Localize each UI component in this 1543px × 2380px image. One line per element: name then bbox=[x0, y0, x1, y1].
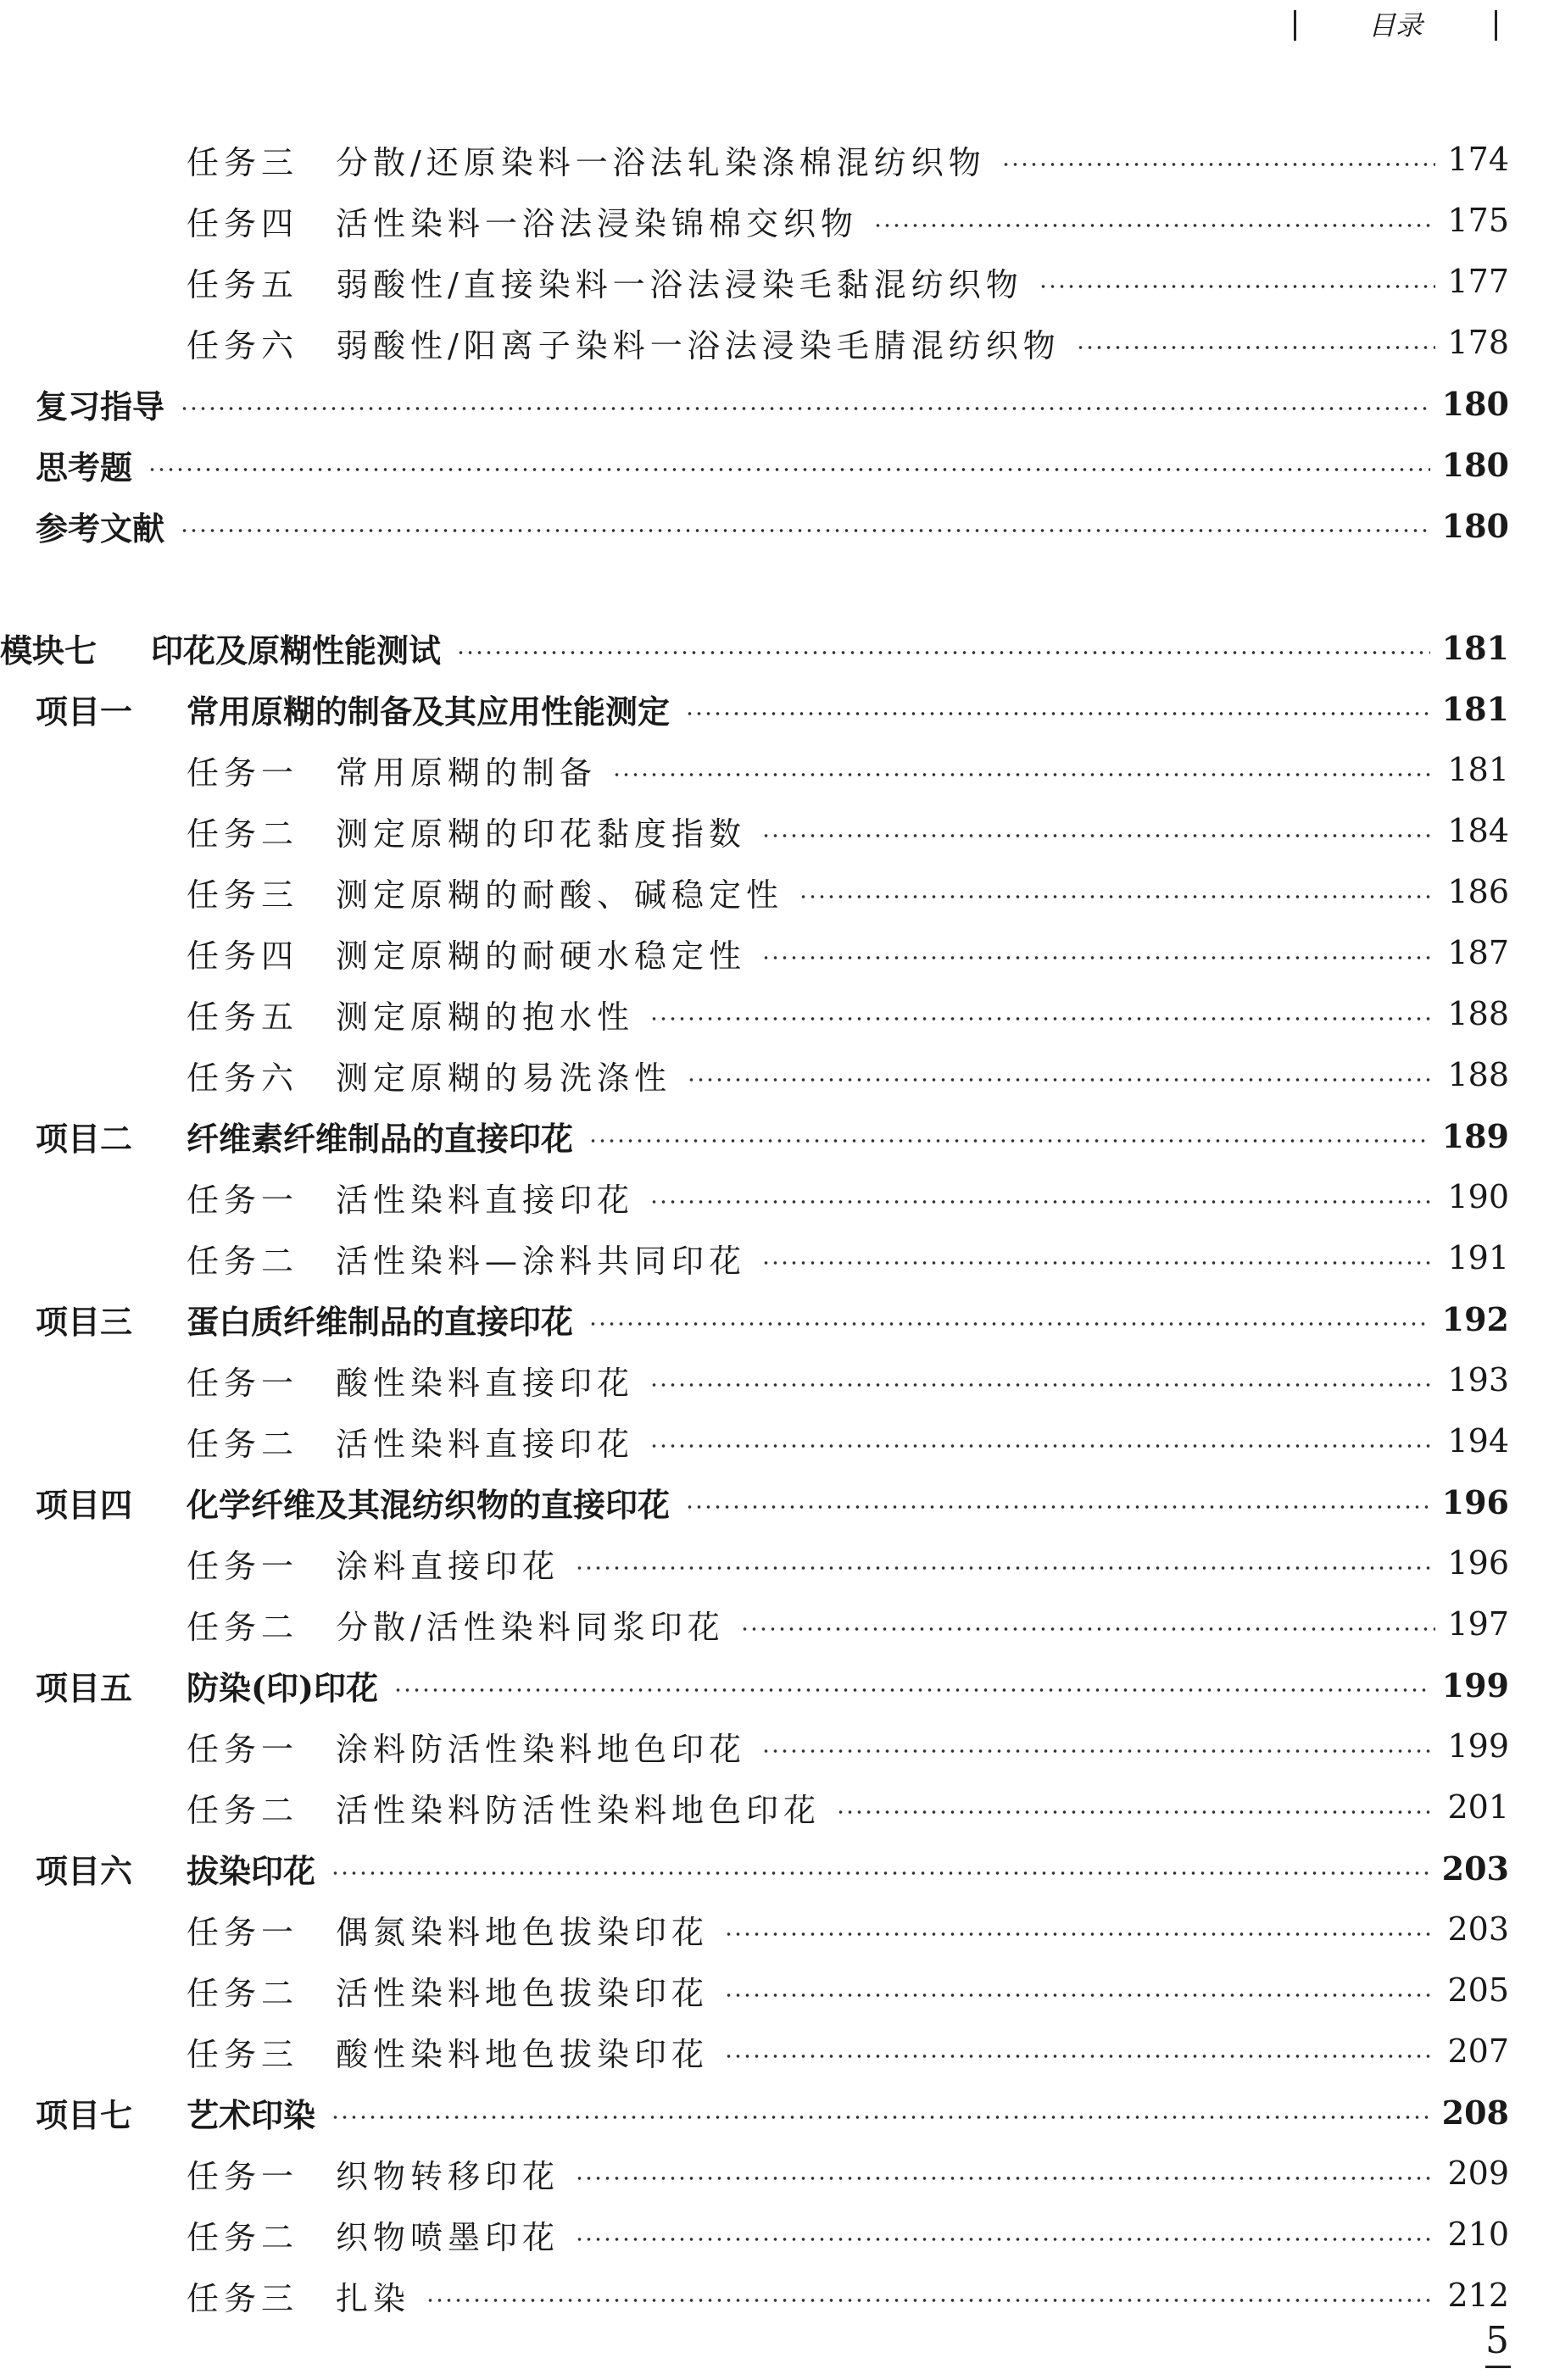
dot-leader bbox=[740, 1627, 1436, 1632]
toc-entry-proj[interactable] bbox=[0, 678, 1509, 739]
dot-leader bbox=[649, 1382, 1435, 1387]
toc-entry-page: 180 bbox=[1441, 506, 1509, 545]
toc-entry-page: 194 bbox=[1447, 1422, 1509, 1460]
toc-entry-proj[interactable] bbox=[0, 1654, 1509, 1715]
toc-entry-title: 蛋白质纤维制品的直接印花 bbox=[187, 1302, 574, 1341]
toc-entry-number: 项目五 bbox=[36, 1668, 133, 1707]
toc-entry-title: 活性染料直接印花 bbox=[336, 1181, 635, 1219]
dot-leader bbox=[331, 2115, 1430, 2120]
dot-leader bbox=[1001, 162, 1436, 167]
dot-leader bbox=[588, 1321, 1430, 1326]
dot-leader bbox=[724, 1932, 1435, 1937]
toc-entry-label bbox=[0, 625, 441, 671]
toc-entry-label bbox=[187, 2211, 560, 2258]
toc-entry-task[interactable] bbox=[0, 129, 1509, 190]
toc-entry-task[interactable] bbox=[0, 800, 1509, 861]
toc-entry-proj[interactable] bbox=[0, 1838, 1509, 1899]
toc-entry-number: 任务一 bbox=[187, 1730, 299, 1768]
toc-entry-proj[interactable] bbox=[0, 1105, 1509, 1166]
dot-leader bbox=[685, 711, 1430, 716]
toc-entry-task[interactable] bbox=[0, 2143, 1509, 2204]
dot-leader bbox=[761, 833, 1435, 838]
toc-entry-title: 思考题 bbox=[36, 448, 133, 487]
toc-entry-label bbox=[187, 869, 783, 915]
toc-entry-label bbox=[36, 1845, 315, 1892]
toc-entry-page: 186 bbox=[1447, 873, 1509, 910]
toc-entry-sec[interactable] bbox=[0, 373, 1509, 434]
toc-entry-title: 测定原糊的易洗涤性 bbox=[336, 1059, 672, 1097]
toc-entry-label bbox=[187, 1052, 671, 1098]
toc-entry-label bbox=[36, 381, 164, 427]
dot-leader bbox=[724, 1993, 1435, 1998]
dot-leader bbox=[761, 955, 1435, 960]
toc-entry-page: 181 bbox=[1441, 628, 1509, 667]
toc-entry-page: 188 bbox=[1447, 1056, 1509, 1093]
dot-leader bbox=[649, 1443, 1435, 1449]
toc-entry-label bbox=[36, 686, 670, 732]
toc-entry-label bbox=[36, 442, 132, 488]
toc-entry-label bbox=[36, 503, 164, 549]
toc-entry-page: 203 bbox=[1441, 1849, 1509, 1888]
toc-entry-number: 任务三 bbox=[187, 2279, 299, 2317]
toc-entry-number: 任务一 bbox=[187, 1913, 299, 1951]
toc-entry-title: 弱酸性/阳离子染料一浴法浸染毛腈混纺织物 bbox=[336, 326, 1061, 364]
toc-entry-page: 184 bbox=[1447, 812, 1509, 849]
toc-entry-title: 测定原糊的耐酸、碱稳定性 bbox=[336, 876, 784, 914]
toc-entry-label bbox=[187, 930, 746, 976]
toc-entry-task[interactable] bbox=[0, 1044, 1509, 1105]
toc-entry-label bbox=[187, 747, 597, 793]
toc-entry-label bbox=[187, 1906, 709, 1953]
toc-entry-page: 174 bbox=[1447, 141, 1509, 178]
header-right-rule bbox=[1495, 10, 1497, 41]
toc-entry-title: 活性染料防活性染料地色印花 bbox=[336, 1791, 822, 1829]
toc-entry-task[interactable] bbox=[0, 2021, 1509, 2082]
toc-entry-page: 181 bbox=[1447, 751, 1509, 788]
toc-entry-title: 拔染印花 bbox=[187, 1851, 316, 1890]
dot-leader bbox=[180, 528, 1430, 533]
toc-entry-task[interactable] bbox=[0, 739, 1509, 800]
dot-leader bbox=[1039, 284, 1436, 289]
toc-entry-page: 196 bbox=[1447, 1544, 1509, 1582]
toc-entry-number: 任务五 bbox=[187, 265, 299, 303]
toc-entry-page: 180 bbox=[1441, 384, 1509, 423]
toc-entry-task[interactable] bbox=[0, 1349, 1509, 1410]
toc-entry-label bbox=[187, 2028, 709, 2075]
toc-entry-page: 188 bbox=[1447, 995, 1509, 1032]
page-number-underline bbox=[1485, 2366, 1511, 2368]
toc-entry-page: 209 bbox=[1447, 2155, 1509, 2192]
page-number: 5 bbox=[1485, 2319, 1509, 2362]
toc-entry-title: 测定原糊的抱水性 bbox=[336, 998, 635, 1036]
toc-entry-label bbox=[187, 1235, 746, 1282]
toc-entry-title: 测定原糊的耐硬水稳定性 bbox=[336, 937, 747, 975]
dot-leader bbox=[761, 1749, 1435, 1754]
dot-leader bbox=[873, 223, 1435, 228]
toc-entry-number: 任务三 bbox=[187, 2035, 299, 2073]
toc-entry-number: 任务一 bbox=[187, 753, 299, 792]
toc-entry-number: 项目七 bbox=[36, 2095, 133, 2134]
dot-leader bbox=[836, 1810, 1435, 1815]
toc-entry-task[interactable] bbox=[0, 2265, 1509, 2326]
dot-leader bbox=[761, 1260, 1435, 1265]
toc-entry-number: 项目一 bbox=[36, 692, 133, 731]
toc-entry-task[interactable] bbox=[0, 1960, 1509, 2021]
toc-entry-page: 196 bbox=[1441, 1482, 1509, 1521]
toc-entry-page: 208 bbox=[1441, 2093, 1509, 2132]
toc-entry-number: 项目二 bbox=[36, 1119, 133, 1158]
toc-entry-number: 任务六 bbox=[187, 1059, 299, 1097]
dot-leader bbox=[685, 1504, 1430, 1510]
toc-entry-label bbox=[36, 1662, 378, 1709]
toc-entry-number: 任务四 bbox=[187, 204, 299, 242]
toc-entry-title: 印花及原糊性能测试 bbox=[151, 631, 442, 670]
toc-entry-task[interactable] bbox=[0, 1532, 1509, 1593]
toc-entry-page: 190 bbox=[1447, 1178, 1509, 1215]
toc-entry-label bbox=[36, 1113, 573, 1159]
toc-entry-page: 175 bbox=[1447, 202, 1509, 239]
dot-leader bbox=[331, 1871, 1430, 1876]
toc-entry-title: 涂料直接印花 bbox=[336, 1547, 560, 1585]
toc-entry-title: 偶氮染料地色拔染印花 bbox=[336, 1913, 710, 1951]
toc-entry-proj[interactable] bbox=[0, 2082, 1509, 2143]
dot-leader bbox=[1076, 345, 1436, 350]
toc-entry-page: 192 bbox=[1441, 1299, 1509, 1338]
toc-entry-page: 180 bbox=[1441, 445, 1509, 484]
toc-entry-number: 任务一 bbox=[187, 1181, 299, 1219]
toc-entry-label bbox=[187, 2272, 410, 2319]
toc-entry-number: 任务四 bbox=[187, 937, 299, 975]
toc-entry-number: 任务三 bbox=[187, 143, 299, 181]
toc-entry-number: 项目六 bbox=[36, 1851, 133, 1890]
dot-leader bbox=[649, 1016, 1435, 1021]
toc-entry-label bbox=[187, 1784, 821, 1831]
toc-entry-page: 207 bbox=[1447, 2032, 1509, 2070]
toc-entry-title: 分散/活性染料同浆印花 bbox=[336, 1608, 725, 1646]
toc-entry-task[interactable] bbox=[0, 861, 1509, 922]
toc-entry-task[interactable] bbox=[0, 922, 1509, 983]
toc-entry-title: 酸性染料地色拔染印花 bbox=[336, 2035, 710, 2073]
toc-entry-title: 活性染料一浴法浸染锦棉交织物 bbox=[336, 204, 859, 242]
toc-entry-proj[interactable] bbox=[0, 1471, 1509, 1532]
toc-entry-number: 任务二 bbox=[187, 1608, 299, 1646]
toc-entry-task[interactable] bbox=[0, 1410, 1509, 1471]
toc-entry-page: 199 bbox=[1441, 1665, 1509, 1704]
toc-entry-page: 210 bbox=[1447, 2216, 1509, 2253]
toc-entry-label bbox=[187, 1967, 709, 2014]
toc-entry-task[interactable] bbox=[0, 1777, 1509, 1838]
toc-entry-number: 项目四 bbox=[36, 1485, 133, 1524]
toc-entry-page: 212 bbox=[1447, 2277, 1509, 2314]
toc-entry-page: 181 bbox=[1441, 689, 1509, 728]
toc-entry-label bbox=[187, 1357, 634, 1404]
toc-entry-task[interactable] bbox=[0, 2204, 1509, 2265]
toc-entry-page: 189 bbox=[1441, 1116, 1509, 1155]
toc-entry-number: 任务一 bbox=[187, 1547, 299, 1585]
dot-leader bbox=[180, 406, 1430, 411]
toc-entry-page: 203 bbox=[1447, 1910, 1509, 1948]
toc-entry-task[interactable] bbox=[0, 190, 1509, 251]
toc-entry-label bbox=[36, 2089, 315, 2136]
toc-entry-number: 任务六 bbox=[187, 326, 299, 364]
toc-entry-title: 化学纤维及其混纺织物的直接印花 bbox=[187, 1485, 671, 1524]
toc-entry-number: 任务五 bbox=[187, 998, 299, 1036]
toc-entry-title: 活性染料地色拔染印花 bbox=[336, 1974, 710, 2012]
toc-entry-task[interactable] bbox=[0, 1593, 1509, 1654]
dot-leader bbox=[148, 467, 1430, 472]
toc-entry-title: 艺术印染 bbox=[187, 2095, 316, 2134]
toc-entry-title: 织物转移印花 bbox=[336, 2157, 560, 2195]
dot-leader bbox=[649, 1199, 1435, 1204]
dot-leader bbox=[575, 1565, 1435, 1571]
toc-entry-proj[interactable] bbox=[0, 1288, 1509, 1349]
toc-entry-number: 任务二 bbox=[187, 2218, 299, 2256]
toc-entry-task[interactable] bbox=[0, 1899, 1509, 1960]
toc-entry-number: 任务一 bbox=[187, 2157, 299, 2195]
toc-entry-task[interactable] bbox=[0, 251, 1509, 312]
toc-entry-task[interactable] bbox=[0, 1715, 1509, 1777]
toc-entry-task[interactable] bbox=[0, 1227, 1509, 1288]
toc-entry-label bbox=[187, 1418, 634, 1465]
toc-entry-sec[interactable] bbox=[0, 495, 1509, 556]
toc-entry-title: 参考文献 bbox=[36, 509, 165, 548]
toc-entry-title: 弱酸性/直接染料一浴法浸染毛黏混纺织物 bbox=[336, 265, 1023, 303]
toc-entry-number: 任务二 bbox=[187, 815, 299, 853]
toc-entry-label bbox=[187, 1601, 725, 1648]
toc-entry-page: 187 bbox=[1447, 934, 1509, 971]
toc-entry-label bbox=[187, 991, 634, 1037]
toc-entry-label bbox=[36, 1296, 573, 1343]
toc-entry-label bbox=[187, 1723, 746, 1770]
toc-entry-label bbox=[187, 808, 746, 854]
toc-entry-number: 任务二 bbox=[187, 1242, 299, 1280]
dot-leader bbox=[724, 2054, 1435, 2059]
toc-entry-label bbox=[187, 136, 986, 183]
toc-entry-title: 酸性染料直接印花 bbox=[336, 1364, 635, 1402]
toc-entry-title: 复习指导 bbox=[36, 386, 165, 425]
toc-entry-page: 193 bbox=[1447, 1361, 1509, 1399]
dot-leader bbox=[393, 1688, 1430, 1693]
toc-entry-label bbox=[36, 1479, 670, 1526]
toc-entry-label bbox=[187, 1174, 634, 1221]
dot-leader bbox=[575, 2237, 1435, 2242]
toc-entry-task[interactable] bbox=[0, 1166, 1509, 1227]
toc-entry-label bbox=[187, 259, 1023, 305]
toc-entry-page: 178 bbox=[1447, 324, 1509, 361]
running-header bbox=[1294, 0, 1497, 51]
toc-entry-title: 防染(印)印花 bbox=[187, 1668, 378, 1707]
toc-entry-title: 扎染 bbox=[336, 2279, 411, 2317]
toc-entry-title: 常用原糊的制备 bbox=[336, 753, 598, 792]
toc-entry-number: 模块七 bbox=[0, 631, 97, 670]
toc-entry-task[interactable] bbox=[0, 983, 1509, 1044]
toc-entry-task[interactable] bbox=[0, 312, 1509, 373]
toc-entry-title: 分散/还原染料一浴法轧染涤棉混纺织物 bbox=[336, 143, 986, 181]
toc-entry-title: 测定原糊的印花黏度指数 bbox=[336, 815, 747, 853]
toc-entry-page: 197 bbox=[1447, 1605, 1509, 1643]
toc-entry-label bbox=[187, 1540, 560, 1587]
toc-entry-number: 项目三 bbox=[36, 1302, 133, 1341]
dot-leader bbox=[575, 2176, 1435, 2181]
toc-entry-title: 活性染料—涂料共同印花 bbox=[336, 1242, 747, 1280]
toc-entry-number: 任务二 bbox=[187, 1791, 299, 1829]
toc-entry-label bbox=[187, 2150, 560, 2197]
dot-leader bbox=[612, 772, 1435, 777]
toc-entry-sec[interactable] bbox=[0, 434, 1509, 495]
toc-entry-title: 活性染料直接印花 bbox=[336, 1425, 635, 1463]
dot-leader bbox=[456, 650, 1430, 655]
table-of-contents bbox=[0, 129, 1509, 2326]
header-title: 目录 bbox=[1368, 9, 1423, 42]
toc-entry-label bbox=[187, 197, 858, 244]
toc-entry-page: 191 bbox=[1447, 1239, 1509, 1276]
toc-entry-mod[interactable] bbox=[0, 617, 1509, 678]
toc-entry-page: 177 bbox=[1447, 263, 1509, 300]
toc-entry-number: 任务一 bbox=[187, 1364, 299, 1402]
toc-entry-title: 织物喷墨印花 bbox=[336, 2218, 560, 2256]
toc-entry-label bbox=[187, 320, 1061, 366]
dot-leader bbox=[588, 1138, 1430, 1143]
toc-entry-title: 纤维素纤维制品的直接印花 bbox=[187, 1119, 574, 1158]
toc-entry-page: 199 bbox=[1447, 1727, 1509, 1765]
toc-entry-title: 常用原糊的制备及其应用性能测定 bbox=[187, 692, 671, 731]
section-gap bbox=[0, 556, 1509, 617]
toc-entry-number: 任务二 bbox=[187, 1425, 299, 1463]
toc-entry-title: 涂料防活性染料地色印花 bbox=[336, 1730, 747, 1768]
dot-leader bbox=[799, 894, 1435, 899]
toc-entry-number: 任务三 bbox=[187, 876, 299, 914]
toc-entry-page: 201 bbox=[1447, 1788, 1509, 1826]
toc-entry-page: 205 bbox=[1447, 1971, 1509, 2009]
toc-entry-number: 任务二 bbox=[187, 1974, 299, 2012]
dot-leader bbox=[687, 1077, 1435, 1082]
dot-leader bbox=[426, 2298, 1435, 2303]
